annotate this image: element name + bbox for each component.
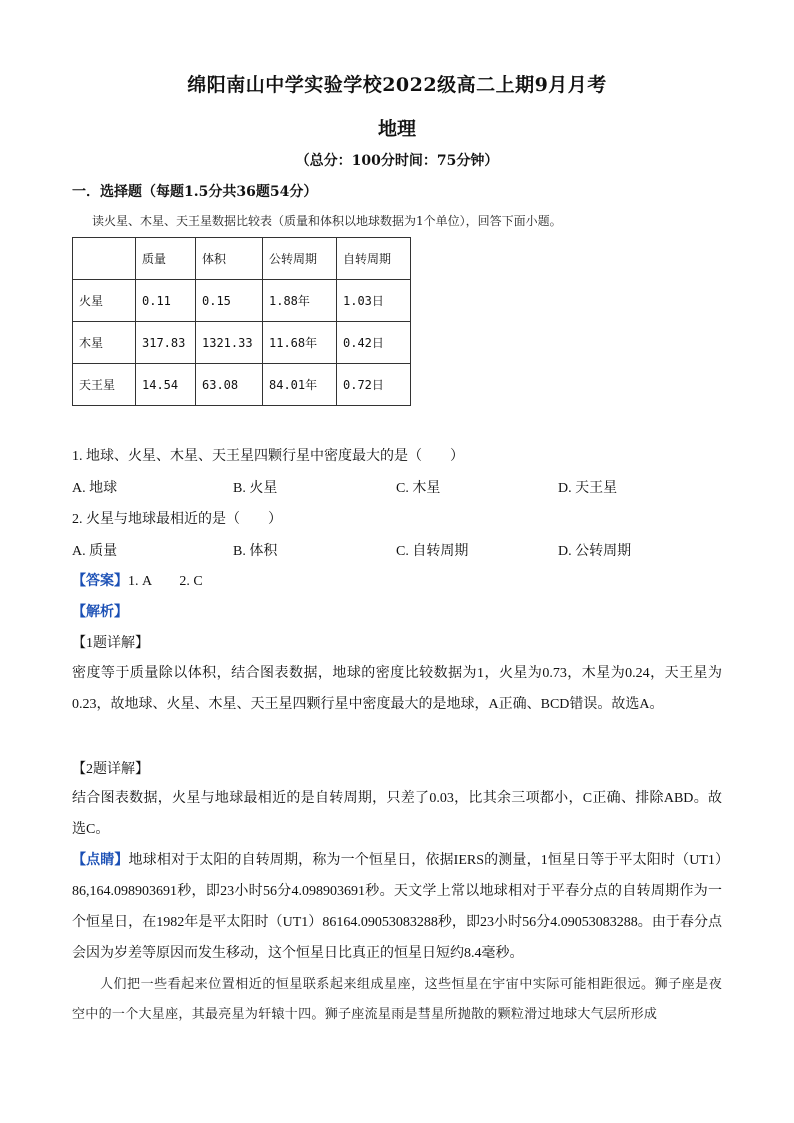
exam-title: 绵阳南山中学实验学校2022级高二上期9月月考: [187, 74, 607, 96]
question-2-option-b: B. 体积: [233, 544, 278, 559]
highlight-tag: 【点睛】: [72, 853, 129, 868]
table-cell: 14.54: [136, 364, 196, 406]
table-cell: 1.03日: [337, 280, 411, 322]
question-2-stem: 2. 火星与地球最相近的是（ ）: [72, 512, 282, 527]
table-cell: 317.83: [136, 322, 196, 364]
table-cell: 天王星: [73, 364, 136, 406]
answer-tag: 【答案】: [72, 574, 128, 589]
section-heading: 一．选择题（每题1.5分共36题54分）: [72, 184, 318, 200]
question-2-option-c: C. 自转周期: [396, 544, 469, 559]
analysis-line: [72, 601, 128, 621]
table-cell: 火星: [73, 280, 136, 322]
table-cell: 0.11: [136, 280, 196, 322]
table-cell: 木星: [73, 322, 136, 364]
next-passage-text: 人们把一些看起来位置相近的恒星联系起来组成星座，这些恒星在宇宙中实际可能相距很远。狮子座是夜空中的一个大星座，其最亮星为轩辕十四。狮子座流星雨是彗星所抛散的颗粒滑过地球大气层所形成: [72, 977, 722, 1022]
table-row: [73, 322, 411, 364]
analysis-tag: 【解析】: [72, 605, 128, 620]
table-cell: 11.68年: [263, 322, 337, 364]
question-2-option-a: A. 质量: [72, 544, 118, 559]
table-header-cell: 公转周期: [263, 238, 337, 280]
detail-1-heading: 【1题详解】: [72, 636, 149, 651]
table-cell: 0.15: [196, 280, 263, 322]
question-1-option-c: C. 木星: [396, 481, 441, 496]
answer-text: 1. A 2. C: [128, 574, 203, 589]
table-row: [73, 280, 411, 322]
highlight-text: 地球相对于太阳的自转周期，称为一个恒星日，依据IERS的测量，1恒星日等于平太阳时（UT1）86,164.098903691秒，即23小时56分4.098903691秒。天文学上常以地球相对于平春分点的自转周期作为一个恒星日，在1982年是平太阳时（UT1）86164.09053083288秒，即23小时56分4.09053083288。由于春分点会因为岁差等原因而发生移动，这个恒星日比真正的恒星日短约8.4毫秒。: [72, 853, 722, 961]
detail-2-heading: 【2题详解】: [72, 762, 149, 777]
question-1-stem: 1. 地球、火星、木星、天王星四颗行星中密度最大的是（ ）: [72, 449, 464, 464]
table-cell: 1.88年: [263, 280, 337, 322]
detail-1-text: 密度等于质量除以体积，结合图表数据，地球的密度比较数据为1，火星为0.73，木星为0.24，天王星为0.23，故地球、火星、木星、天王星四颗行星中密度最大的是地球，A正确、BCD错误。故选A。: [72, 666, 722, 712]
question-intro: 读火星、木星、天王星数据比较表（质量和体积以地球数据为1个单位），回答下面小题。: [92, 214, 562, 228]
table-cell: 0.72日: [337, 364, 411, 406]
subject-title: 地理: [377, 118, 416, 140]
question-1-option-d: D. 天王星: [558, 481, 618, 496]
table-cell: 84.01年: [263, 364, 337, 406]
table-cell: 63.08: [196, 364, 263, 406]
planet-data-table: [72, 237, 411, 406]
answer-line: [72, 570, 203, 590]
highlight-paragraph: [72, 845, 722, 969]
detail-2-text: 结合图表数据，火星与地球最相近的是自转周期，只差了0.03，比其余三项都小，C正确、排除ABD。故选C。: [72, 791, 722, 837]
table-header-row: [73, 238, 411, 280]
question-1-option-a: A. 地球: [72, 481, 118, 496]
question-2-option-d: D. 公转周期: [558, 544, 632, 559]
table-header-cell: 质量: [136, 238, 196, 280]
table-header-cell: 自转周期: [337, 238, 411, 280]
question-1-option-b: B. 火星: [233, 481, 278, 496]
table-row: [73, 364, 411, 406]
table-header-cell: [73, 238, 136, 280]
score-time-line: （总分：100分时间：75分钟）: [295, 153, 499, 169]
table-cell: 1321.33: [196, 322, 263, 364]
table-cell: 0.42日: [337, 322, 411, 364]
table-header-cell: 体积: [196, 238, 263, 280]
